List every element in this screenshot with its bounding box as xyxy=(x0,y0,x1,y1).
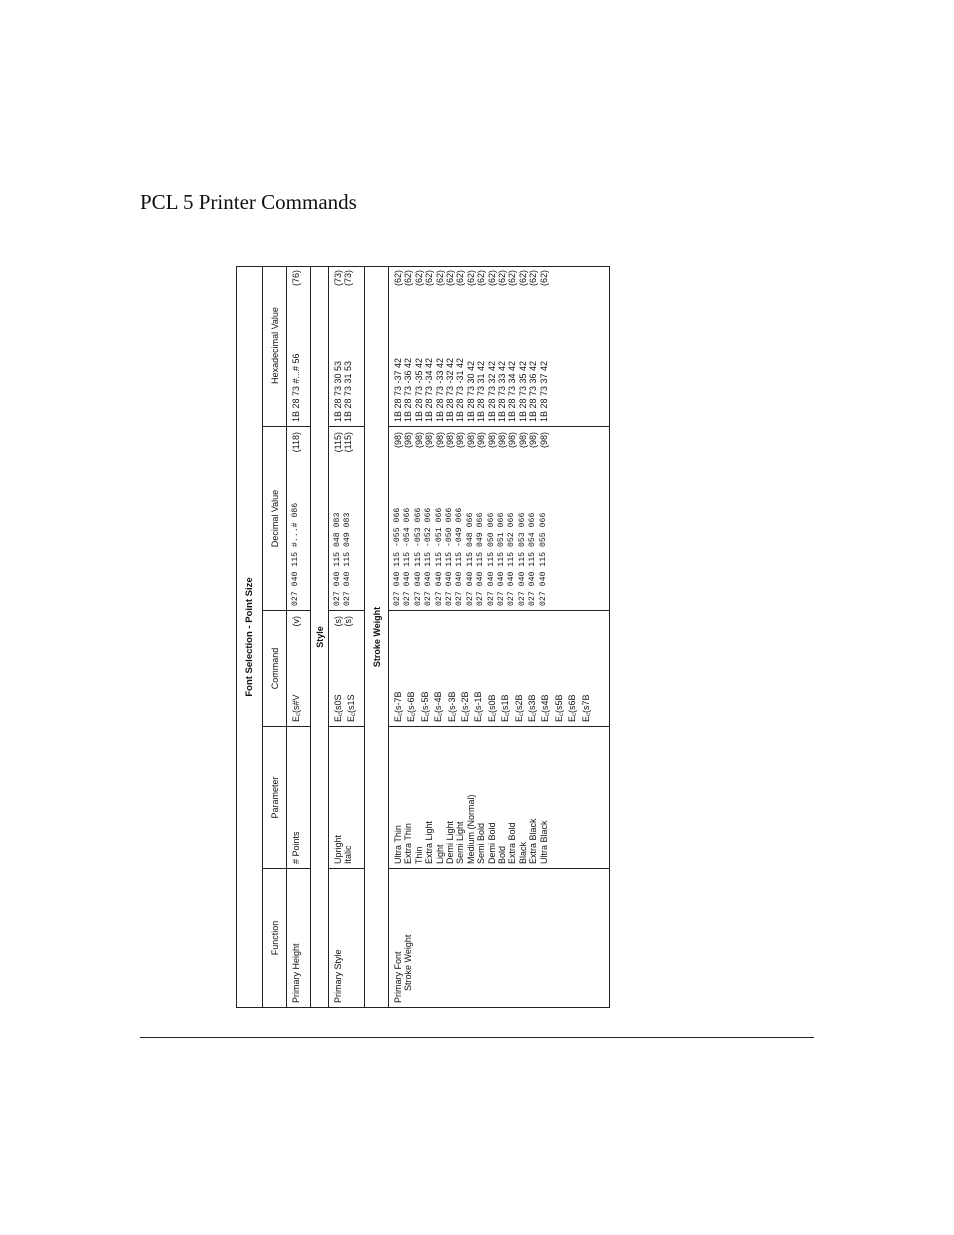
weight-parameter: Semi Bold xyxy=(476,822,487,864)
weight-hex: 1B 28 73 32 42 xyxy=(486,360,497,422)
weight-hex-code: (62) xyxy=(538,270,549,287)
style-command-char: (s) xyxy=(333,616,343,627)
weight-decimal-code: (98) xyxy=(424,432,435,449)
weight-parameter: Extra Thin xyxy=(403,823,414,864)
command-item: $E_c(s1S$ xyxy=(346,694,358,722)
table-title-row xyxy=(237,267,263,1007)
weight-decimal: 027 040 115 054 066 xyxy=(528,512,538,606)
weight-decimal: 027 040 115 -051 066 xyxy=(434,507,444,606)
style-parameter: Upright xyxy=(333,834,343,864)
weight-decimal-list xyxy=(393,508,549,606)
weight-decimal: 027 040 115 -049 066 xyxy=(455,507,465,606)
weight-hex: 1B 28 73 36 42 xyxy=(528,360,539,422)
weight-decimal: 027 040 115 051 066 xyxy=(497,512,507,606)
weight-decimal: 027 040 115 053 066 xyxy=(517,512,527,606)
command-item: $E_c(s6B$ xyxy=(567,694,579,722)
header-parameter: Parameter xyxy=(263,727,286,869)
weight-parameter-list xyxy=(393,794,549,864)
weight-decimal: 027 040 115 048 066 xyxy=(465,512,475,606)
weight-parameter: Extra Black xyxy=(528,818,539,864)
header-decimal: Decimal Value xyxy=(263,427,286,611)
section-heading-stroke-weight: Stroke Weight xyxy=(365,267,389,1007)
weight-hex-list xyxy=(393,358,549,422)
weight-hex-code: (62) xyxy=(393,270,403,287)
table-row-stroke-weight xyxy=(389,267,609,1007)
style-decimal-code-list xyxy=(333,432,354,452)
font-selection-table xyxy=(236,266,610,1008)
table-title: Font Selection - Point Size xyxy=(244,577,255,697)
style-decimal: 027 040 115 048 083 xyxy=(333,512,342,606)
style-decimal: 027 040 115 049 083 xyxy=(343,512,353,606)
style-decimal-list xyxy=(333,513,354,606)
weight-parameter: Black xyxy=(517,841,528,864)
cell-command-char-height: (v) xyxy=(291,616,301,627)
style-hex: 1B 28 73 30 53 xyxy=(333,360,343,422)
weight-decimal-code: (98) xyxy=(434,432,445,449)
header-function: Function xyxy=(270,920,280,956)
section-heading-style: Style xyxy=(311,267,329,1007)
style-hex-code: (73) xyxy=(343,270,354,287)
command-item: $E_c(s-5B$ xyxy=(419,691,431,722)
cell-hex-code-height: (76) xyxy=(291,270,301,287)
command-item: $E_c(s5B$ xyxy=(553,694,565,722)
weight-hex-code: (62) xyxy=(455,270,466,287)
weight-hex-code: (62) xyxy=(476,270,487,287)
weight-decimal: 027 040 115 -052 066 xyxy=(424,507,434,606)
weight-hex: 1B 28 73 31 42 xyxy=(476,360,487,422)
weight-command-list xyxy=(393,691,594,722)
weight-hex: 1B 28 73 -37 42 xyxy=(393,357,403,422)
weight-hex-code: (62) xyxy=(403,270,414,287)
weight-decimal-code: (98) xyxy=(465,432,476,449)
weight-parameter: Light xyxy=(434,844,445,864)
weight-hex: 1B 28 73 -32 42 xyxy=(445,357,456,422)
weight-decimal-code: (98) xyxy=(528,432,539,449)
command-item: $E_c(s3B$ xyxy=(527,694,539,722)
cell-parameter-height: # Points xyxy=(291,831,301,864)
weight-decimal: 027 040 115 -054 066 xyxy=(403,507,413,606)
weight-hex: 1B 28 73 -34 42 xyxy=(424,357,435,422)
cell-decimal-height: 027 040 115 #...# 086 xyxy=(291,502,300,606)
style-hex: 1B 28 73 31 53 xyxy=(343,360,354,422)
weight-parameter: Thin xyxy=(413,846,424,864)
command-item: $E_c(s-2B$ xyxy=(460,691,472,722)
weight-decimal: 027 040 115 049 066 xyxy=(476,512,486,606)
weight-hex-code: (62) xyxy=(497,270,508,287)
weight-hex: 1B 28 73 30 42 xyxy=(465,360,476,422)
command-item: $E_c(s4B$ xyxy=(540,694,552,722)
style-command-char: (s) xyxy=(343,616,354,627)
cell-decimal-code-height: (118) xyxy=(291,432,301,453)
weight-decimal-code: (98) xyxy=(413,432,424,449)
command-item: $E_c(s-3B$ xyxy=(446,691,458,722)
weight-decimal-code: (98) xyxy=(497,432,508,449)
weight-decimal-code: (98) xyxy=(507,432,518,449)
cell-function-style: Primary Style xyxy=(333,949,343,1003)
weight-decimal-code: (98) xyxy=(538,432,549,449)
weight-hex: 1B 28 73 -35 42 xyxy=(413,357,424,422)
footer-rule xyxy=(140,1037,814,1038)
weight-hex: 1B 28 73 33 42 xyxy=(497,360,508,422)
weight-parameter: Medium (Normal) xyxy=(465,794,476,864)
command-item: $E_c(s-6B$ xyxy=(406,691,418,722)
weight-parameter: Semi Light xyxy=(455,821,466,864)
weight-parameter: Ultra Thin xyxy=(393,825,403,864)
style-decimal-code: (115) xyxy=(343,432,354,453)
weight-decimal-code: (98) xyxy=(517,432,528,449)
weight-parameter: Extra Light xyxy=(424,820,435,864)
weight-hex-code: (62) xyxy=(445,270,456,287)
weight-decimal: 027 040 115 055 066 xyxy=(538,512,548,606)
weight-hex: 1B 28 73 35 42 xyxy=(517,360,528,422)
weight-hex: 1B 28 73 -36 42 xyxy=(403,357,414,422)
style-parameter-list xyxy=(333,835,354,864)
weight-hex-code-list xyxy=(393,270,549,286)
command-item: $E_c(s7B$ xyxy=(580,694,592,722)
page-title: PCL 5 Printer Commands xyxy=(140,190,357,214)
command-item: $E_c(s-1B$ xyxy=(473,691,485,722)
cell-command-height: $E_c(s\#V$ xyxy=(291,694,302,722)
header-hex: Hexadecimal Value xyxy=(263,265,286,427)
style-decimal-code: (115) xyxy=(333,432,343,453)
weight-decimal-code: (98) xyxy=(486,432,497,449)
weight-decimal: 027 040 115 -053 066 xyxy=(413,507,423,606)
style-command-char-list xyxy=(333,616,354,627)
weight-parameter: Demi Bold xyxy=(486,822,497,864)
weight-hex: 1B 28 73 37 42 xyxy=(538,360,549,422)
weight-decimal: 027 040 115 050 066 xyxy=(486,512,496,606)
weight-hex-code: (62) xyxy=(507,270,518,287)
table-row-style xyxy=(329,267,365,1007)
style-parameter: Italic xyxy=(343,845,354,864)
weight-hex: 1B 28 73 -31 42 xyxy=(455,357,466,422)
weight-hex-code: (62) xyxy=(486,270,497,287)
weight-parameter: Bold xyxy=(497,845,508,864)
command-item: $E_c(s0S$ xyxy=(333,694,344,722)
cell-hex-height: 1B 28 73 #...# 56 xyxy=(291,353,301,422)
weight-decimal-code: (98) xyxy=(476,432,487,449)
style-command-list xyxy=(333,694,360,722)
weight-parameter: Ultra Black xyxy=(538,820,549,864)
weight-parameter: Extra Bold xyxy=(507,822,518,864)
weight-hex-code: (62) xyxy=(424,270,435,287)
weight-hex-code: (62) xyxy=(517,270,528,287)
weight-decimal-code: (98) xyxy=(445,432,456,449)
cell-function-height: Primary Height xyxy=(291,943,301,1003)
weight-decimal-code: (98) xyxy=(455,432,466,449)
weight-hex: 1B 28 73 -33 42 xyxy=(434,357,445,422)
command-item: $E_c(s2B$ xyxy=(513,694,525,722)
style-hex-code-list xyxy=(333,270,354,286)
weight-decimal-code-list xyxy=(393,432,549,448)
weight-decimal: 027 040 115 -055 066 xyxy=(393,507,402,606)
weight-parameter: Demi Light xyxy=(445,820,456,864)
weight-decimal-code: (98) xyxy=(403,432,414,449)
style-hex-code: (73) xyxy=(333,270,343,287)
weight-decimal: 027 040 115 -050 066 xyxy=(445,507,455,606)
header-command: Command xyxy=(263,611,286,727)
cell-function-stroke-weight: Primary Font Stroke Weight xyxy=(393,934,414,1003)
weight-decimal-code: (98) xyxy=(393,432,403,449)
table-header-row xyxy=(263,267,287,1007)
weight-hex-code: (62) xyxy=(528,270,539,287)
weight-hex-code: (62) xyxy=(434,270,445,287)
weight-hex: 1B 28 73 34 42 xyxy=(507,360,518,422)
command-item: $E_c(s-7B$ xyxy=(393,691,404,722)
weight-decimal: 027 040 115 052 066 xyxy=(507,512,517,606)
command-item: $E_c(s1B$ xyxy=(500,694,512,722)
command-item: $E_c(s-4B$ xyxy=(433,691,445,722)
table-row-height xyxy=(287,267,311,1007)
weight-hex-code: (62) xyxy=(465,270,476,287)
weight-hex-code: (62) xyxy=(413,270,424,287)
style-hex-list xyxy=(333,361,354,422)
command-item: $E_c(s0B$ xyxy=(486,694,498,722)
